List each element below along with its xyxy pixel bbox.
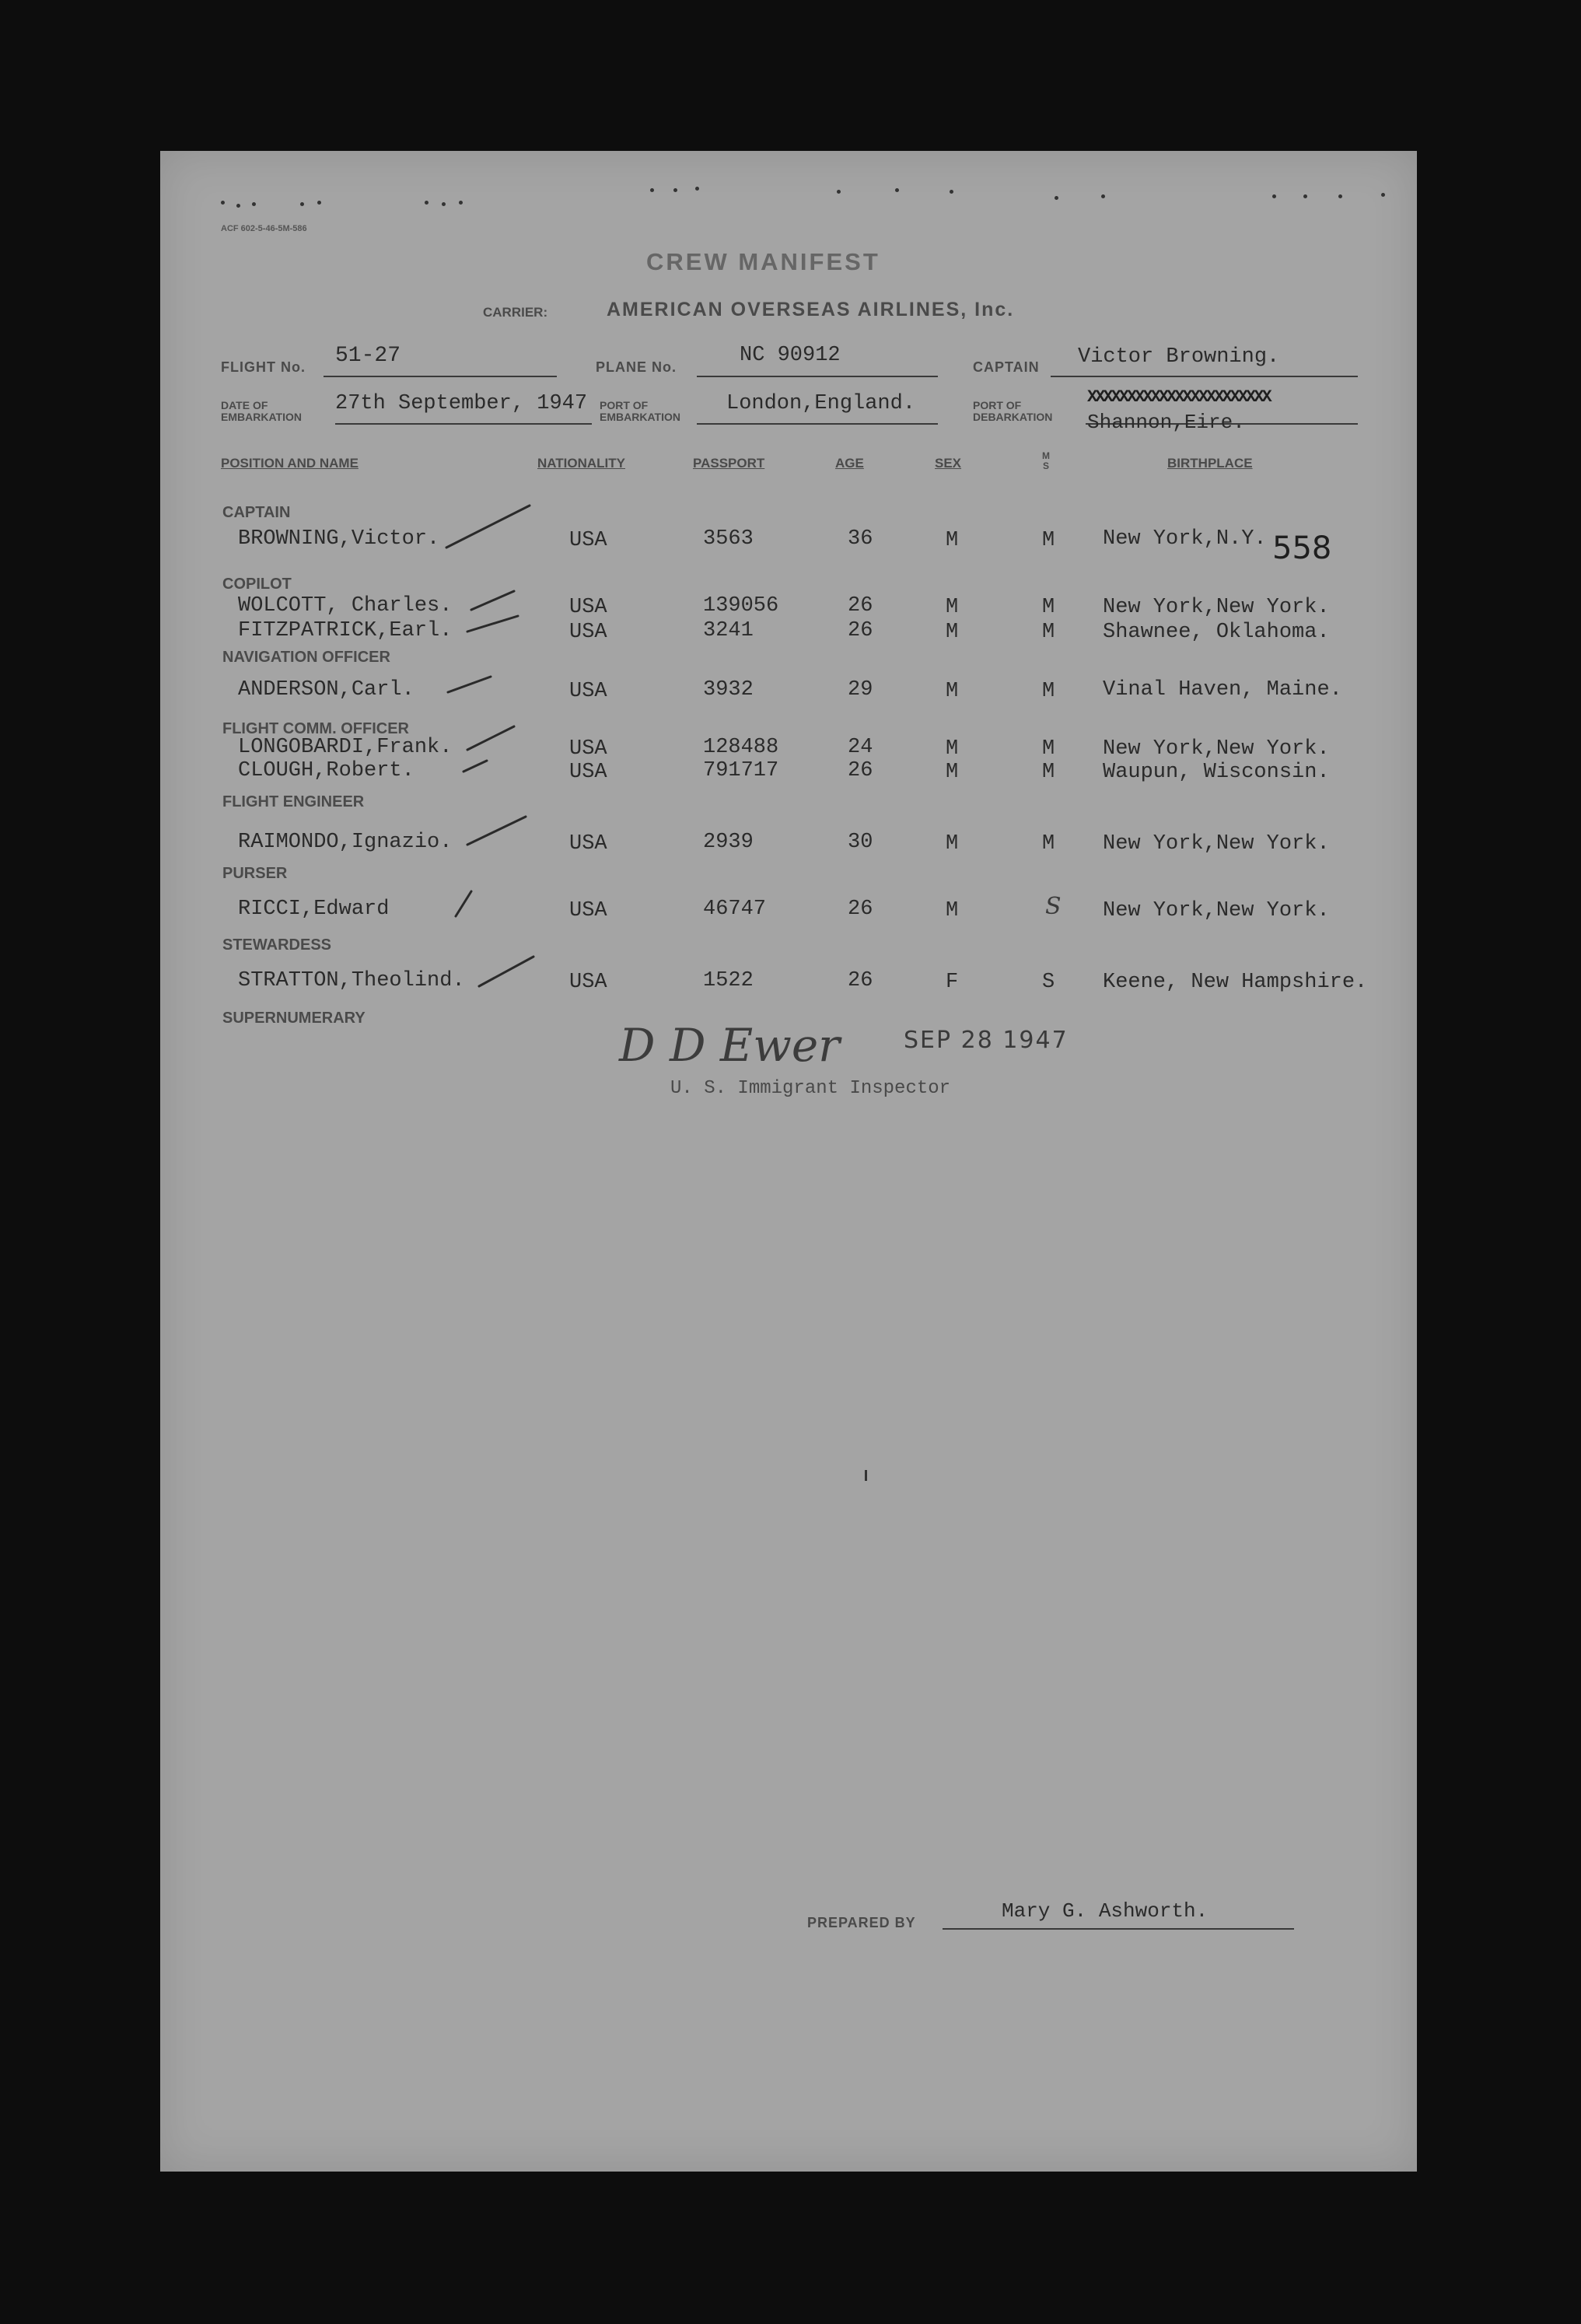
crew-passport: 791717 xyxy=(703,759,779,782)
crew-sex: M xyxy=(946,680,959,703)
crew-sex: M xyxy=(946,899,959,922)
crew-name: ANDERSON,Carl. xyxy=(238,678,414,702)
check-mark-0 xyxy=(446,506,530,548)
captain-label: CAPTAIN xyxy=(973,359,1040,375)
crew-birthplace: New York,New York. xyxy=(1103,899,1330,922)
manifest-page xyxy=(160,151,1417,2172)
crew-passport: 3241 xyxy=(703,619,754,642)
page-title: CREW MANIFEST xyxy=(646,248,880,275)
page-number: 558 xyxy=(1272,530,1332,566)
port-debarkation-value: Shannon,Eire. xyxy=(1087,411,1245,434)
crew-nationality: USA xyxy=(569,899,607,922)
crew-passport: 2939 xyxy=(703,831,754,854)
crew-marital-status: M xyxy=(1042,761,1055,784)
inspector-title: U. S. Immigrant Inspector xyxy=(670,1078,951,1099)
carrier-name: AMERICAN OVERSEAS AIRLINES, Inc. xyxy=(607,299,1015,320)
check-mark-3 xyxy=(448,677,491,692)
check-marks xyxy=(160,151,1417,1084)
crew-age: 30 xyxy=(848,831,873,854)
prepared-by-value: Mary G. Ashworth. xyxy=(1002,1899,1208,1923)
crew-sex: M xyxy=(946,761,959,784)
crew-nationality: USA xyxy=(569,971,607,994)
port-embarkation-label-line1: PORT OF xyxy=(600,399,649,411)
crew-age: 29 xyxy=(848,678,873,702)
crew-passport: 1522 xyxy=(703,969,754,992)
port-debarkation-struck: XXXXXXXXXXXXXXXXXXXXXXX xyxy=(1087,387,1270,407)
section-stewardess: STEWARDESS xyxy=(222,936,332,954)
crew-nationality: USA xyxy=(569,737,607,761)
port-embarkation-label-line2: EMBARKATION xyxy=(600,411,680,423)
port-debarkation-label-line2: DEBARKATION xyxy=(973,411,1053,423)
crew-name: WOLCOTT, Charles. xyxy=(238,594,453,618)
crew-marital-status: S xyxy=(1045,893,1062,920)
crew-sex: M xyxy=(946,529,959,552)
section-navigation-officer: NAVIGATION OFFICER xyxy=(222,649,390,666)
check-mark-6 xyxy=(467,817,526,845)
crew-birthplace: Vinal Haven, Maine. xyxy=(1103,678,1342,702)
crew-marital-status: S xyxy=(1042,971,1055,994)
section-flight-engineer: FLIGHT ENGINEER xyxy=(222,793,365,810)
crew-birthplace: New York,N.Y. xyxy=(1103,527,1267,551)
check-mark-5 xyxy=(463,761,487,772)
crew-marital-status: M xyxy=(1042,737,1055,761)
crew-name: RICCI,Edward xyxy=(238,898,390,921)
crew-marital-status: M xyxy=(1042,621,1055,644)
section-purser: PURSER xyxy=(222,865,288,882)
crew-sex: F xyxy=(946,971,959,994)
prepared-by-underline xyxy=(943,1928,1294,1930)
crew-name: FITZPATRICK,Earl. xyxy=(238,619,453,642)
crew-sex: M xyxy=(946,596,959,619)
captain-value: Victor Browning. xyxy=(1078,345,1280,369)
check-mark-7 xyxy=(456,891,471,916)
date-label-line2: EMBARKATION xyxy=(221,411,302,423)
stamp-date: SEP 28 1947 xyxy=(904,1027,1069,1054)
date-label-line1: DATE OF xyxy=(221,399,268,411)
crew-birthplace: Waupun, Wisconsin. xyxy=(1103,761,1330,784)
plane-no-value: NC 90912 xyxy=(740,344,841,367)
crew-age: 26 xyxy=(848,619,873,642)
crew-passport: 139056 xyxy=(703,594,779,618)
col-position: POSITION AND NAME xyxy=(221,456,359,471)
crew-nationality: USA xyxy=(569,761,607,784)
crew-birthplace: New York,New York. xyxy=(1103,737,1330,761)
crew-age: 36 xyxy=(848,527,873,551)
col-age: AGE xyxy=(835,456,864,471)
crew-age: 26 xyxy=(848,759,873,782)
crew-birthplace: New York,New York. xyxy=(1103,832,1330,856)
crew-nationality: USA xyxy=(569,529,607,552)
col-marital-line1: M xyxy=(1042,450,1050,461)
crew-sex: M xyxy=(946,737,959,761)
col-marital-line2: S xyxy=(1042,460,1049,471)
col-sex: SEX xyxy=(935,456,962,471)
crew-birthplace: Shawnee, Oklahoma. xyxy=(1103,621,1330,644)
crew-age: 26 xyxy=(848,898,873,921)
date-value: 27th September, 1947 xyxy=(335,392,588,415)
crew-passport: 3563 xyxy=(703,527,754,551)
crew-passport: 3932 xyxy=(703,678,754,702)
crew-birthplace: New York,New York. xyxy=(1103,596,1330,619)
crew-nationality: USA xyxy=(569,680,607,703)
crew-name: RAIMONDO,Ignazio. xyxy=(238,831,453,854)
crew-marital-status: M xyxy=(1042,596,1055,619)
crew-name: STRATTON,Theolind. xyxy=(238,969,465,992)
crew-age: 26 xyxy=(848,594,873,618)
check-mark-8 xyxy=(479,957,533,986)
plane-no-label: PLANE No. xyxy=(596,359,677,375)
crew-nationality: USA xyxy=(569,596,607,619)
form-code: ACF 602-5-46-5M-586 xyxy=(221,224,307,233)
col-nationality: NATIONALITY xyxy=(537,456,626,471)
crew-marital-status: M xyxy=(1042,529,1055,552)
crew-nationality: USA xyxy=(569,832,607,856)
crew-marital-status: M xyxy=(1042,832,1055,856)
inspector-signature: D D Ewer xyxy=(619,1019,840,1072)
section-flight-comm-officer: FLIGHT COMM. OFFICER xyxy=(222,720,409,737)
section-supernumerary: SUPERNUMERARY xyxy=(222,1010,366,1027)
flight-no-value: 51-27 xyxy=(335,344,401,368)
col-birthplace: BIRTHPLACE xyxy=(1167,456,1253,471)
crew-sex: M xyxy=(946,832,959,856)
carrier-label: CARRIER: xyxy=(483,305,548,320)
check-mark-4 xyxy=(467,726,514,750)
crew-passport: 128488 xyxy=(703,736,779,759)
port-debarkation-label-line1: PORT OF xyxy=(973,399,1022,411)
crew-name: CLOUGH,Robert. xyxy=(238,759,414,782)
crew-passport: 46747 xyxy=(703,898,767,921)
crew-name: BROWNING,Victor. xyxy=(238,527,440,551)
crew-name: LONGOBARDI,Frank. xyxy=(238,736,453,759)
port-embarkation-value: London,England. xyxy=(726,392,916,415)
check-mark-2 xyxy=(467,616,518,632)
crew-age: 26 xyxy=(848,969,873,992)
crew-sex: M xyxy=(946,621,959,644)
prepared-by-label: PREPARED BY xyxy=(807,1915,916,1930)
crew-age: 24 xyxy=(848,736,873,759)
section-captain: CAPTAIN xyxy=(222,504,291,521)
check-mark-1 xyxy=(471,591,514,610)
crew-marital-status: M xyxy=(1042,680,1055,703)
col-passport: PASSPORT xyxy=(693,456,765,471)
page-mark xyxy=(865,1470,867,1481)
crew-birthplace: Keene, New Hampshire. xyxy=(1103,971,1368,994)
crew-nationality: USA xyxy=(569,621,607,644)
flight-no-label: FLIGHT No. xyxy=(221,359,306,375)
section-copilot: COPILOT xyxy=(222,576,292,593)
